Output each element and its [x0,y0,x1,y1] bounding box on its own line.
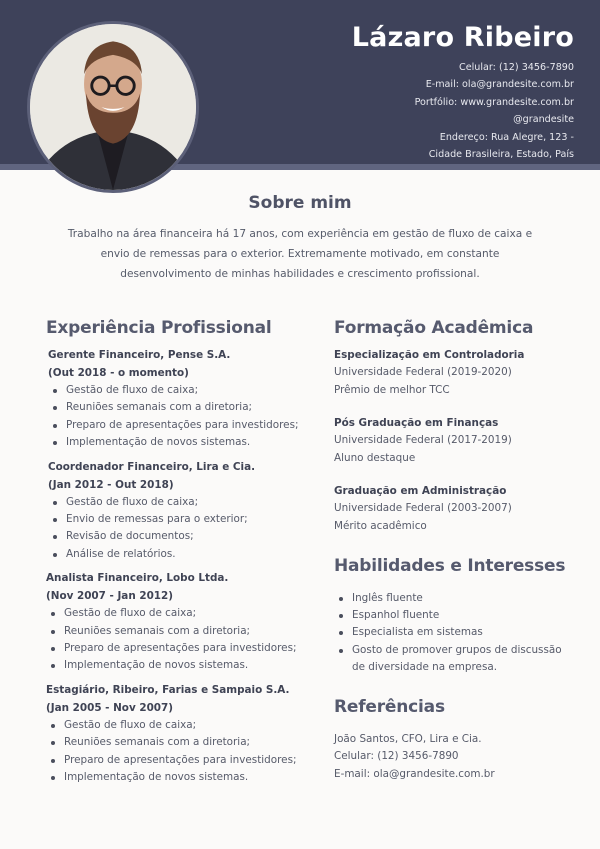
education-entry [334,346,584,399]
job-duty: Revisão de documentos; [48,528,316,545]
reference-entry [334,731,584,784]
job-duties-list [46,605,316,675]
job-dates: (Out 2018 - o momento) [48,367,189,379]
skill-item: Especialista em sistemas [334,624,584,641]
job-duty: Preparo de apresentações para investidores; [48,417,316,434]
skill-item: Gosto de promover grupos de discussão de diversidade na empresa. [334,642,572,677]
job-title: Analista Financeiro, Lobo Ltda. [46,572,229,585]
skill-item: Inglês fluente [334,590,584,607]
reference-name: João Santos, CFO, Lira e Cia. [334,732,482,745]
job-entry [48,346,316,452]
education-school: Universidade Federal (2019-2020) [334,366,512,378]
references-section-title: Referências [334,696,445,717]
reference-phone: Celular: (12) 3456-7890 [334,750,459,763]
experience-section [46,318,316,787]
about-section-title: Sobre mim [248,193,352,213]
job-entry [46,681,316,787]
contact-phone: Celular: (12) 3456-7890 [459,62,574,73]
job-dates: (Jan 2005 - Nov 2007) [46,701,174,714]
job-duty: Gestão de fluxo de caixa; [46,605,316,622]
reference-email: E-mail: ola@grandesite.com.br [334,767,495,780]
education-entry [334,482,584,535]
skill-item: Espanhol fluente [334,607,584,624]
skills-list [334,590,584,677]
education-note: Aluno destaque [334,451,416,464]
job-duties-list [48,382,316,452]
education-entry [334,414,584,467]
contact-address-line2: Cidade Brasileira, Estado, País [428,149,574,161]
profile-photo [27,21,199,193]
skills-section-title: Habilidades e Interesses [334,555,566,576]
job-duty: Implementação de novos sistemas. [46,657,316,674]
education-degree: Especialização em Controladoria [334,349,525,361]
experience-section-title: Experiência Profissional [46,318,272,338]
job-entry [48,458,316,564]
job-entry [46,569,316,675]
education-degree: Graduação em Administração [334,485,507,498]
right-column [334,318,584,783]
contact-portfolio: Portfólio: www.grandesite.com.br [414,96,574,108]
about-section-text: Trabalho na área financeira há 17 anos, com experiência em gestão de fluxo de caixa e envio de remessas para o exterior. Extremamente motivado, em constante desenvolvimento de minhas habilidades e crescimento profissional. [67,228,533,280]
contact-address-line1: Endereço: Rua Alegre, 123 - [439,131,574,143]
job-duties-list [48,494,316,564]
contact-email: E-mail: ola@grandesite.com.br [425,79,574,91]
job-duty: Análise de relatórios. [48,546,316,563]
job-dates: (Nov 2007 - Jan 2012) [46,590,174,603]
job-title: Coordenador Financeiro, Lira e Cia. [48,460,256,473]
contact-info [274,59,574,163]
job-duty: Gestão de fluxo de caixa; [48,382,316,399]
education-note: Mérito acadêmico [334,519,427,532]
person-portrait-icon [30,24,196,190]
job-duty: Reuniões semanais com a diretoria; [46,734,316,751]
job-duty: Preparo de apresentações para investidores; [46,640,316,657]
references-section [334,697,584,784]
job-title: Gerente Financeiro, Pense S.A. [48,349,231,361]
skills-section [334,556,584,677]
job-title: Estagiário, Ribeiro, Farias e Sampaio S.A. [46,683,290,696]
job-duties-list [46,717,316,787]
job-duty: Gestão de fluxo de caixa; [48,494,316,511]
job-duty: Preparo de apresentações para investidores; [46,752,316,769]
education-section-title: Formação Acadêmica [334,318,534,338]
candidate-name: Lázaro Ribeiro [351,22,574,53]
education-school: Universidade Federal (2017-2019) [334,434,512,447]
job-duty: Gestão de fluxo de caixa; [46,717,316,734]
job-duty: Implementação de novos sistemas. [48,434,316,451]
education-school: Universidade Federal (2003-2007) [334,502,512,515]
job-dates: (Jan 2012 - Out 2018) [48,478,174,491]
job-duty: Envio de remessas para o exterior; [48,511,316,528]
education-degree: Pós Graduação em Finanças [334,417,499,430]
job-duty: Reuniões semanais com a diretoria; [48,399,316,416]
job-duty: Reuniões semanais com a diretoria; [46,623,316,640]
job-duty: Implementação de novos sistemas. [46,769,316,786]
education-note: Prêmio de melhor TCC [334,383,450,396]
contact-social-handle: @grandesite [513,114,574,126]
education-section [334,318,584,536]
